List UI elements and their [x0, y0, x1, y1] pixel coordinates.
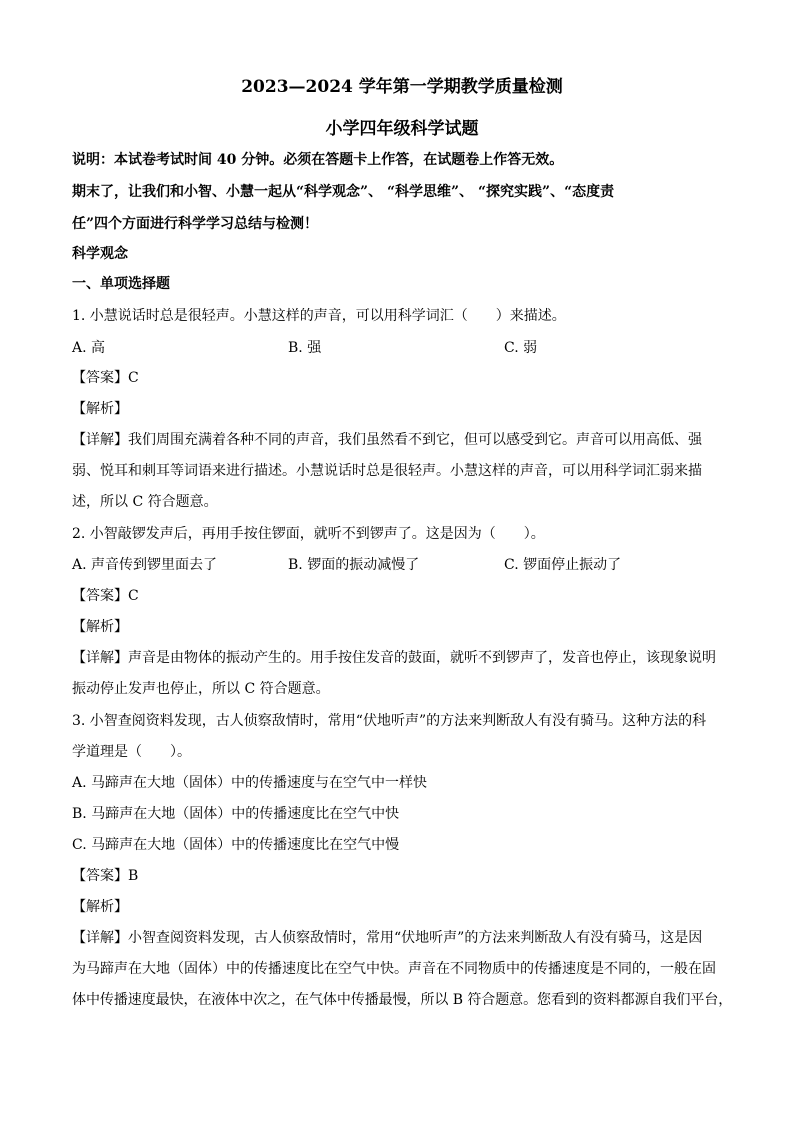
question-1-stem: 1. 小慧说话时总是很轻声。小慧这样的声音，可以用科学词汇（ ）来描述。 — [72, 308, 566, 324]
question-2-detail-line-1: 【详解】声音是由物体的振动产生的。用手按住发音的鼓面，就听不到锣声了，发音也停止，该现象说明 — [72, 650, 716, 666]
question-2-analysis: 【解析】 — [72, 619, 128, 635]
question-1-answer: 【答案】C — [72, 370, 139, 386]
question-3-option-a: A. 马蹄声在大地（固体）中的传播速度与在空气中一样快 — [72, 775, 428, 791]
question-2-answer: 【答案】C — [72, 588, 139, 604]
question-3-detail-line-1: 【详解】小智查阅资料发现，古人侦察敌情时，常用“伏地听声”的方法来判断敌人有没有骑马，这是因 — [72, 930, 703, 946]
intro-line-1: 期末了，让我们和小智、小慧一起从“科学观念”、 “科学思维”、 “探究实践”、“态度责 — [72, 184, 615, 200]
question-1-detail-line-2: 弱、悦耳和刺耳等词语来进行描述。小慧说话时总是很轻声。小慧这样的声音，可以用科学词汇弱来描 — [72, 463, 702, 479]
question-3-option-c: C. 马蹄声在大地（固体）中的传播速度比在空气中慢 — [72, 837, 400, 853]
question-1-option-a: A. 高 — [72, 340, 106, 356]
exam-note: 说明：本试卷考试时间 40 分钟。必须在答题卡上作答，在试题卷上作答无效。 — [72, 152, 564, 168]
question-3-detail-line-3: 体中传播速度最快，在液体中次之，在气体中传播最慢，所以 B 符合题意。您看到的资料都源自我们平台， — [72, 992, 733, 1008]
question-3-analysis: 【解析】 — [72, 899, 128, 915]
question-2-detail-line-2: 振动停止发声也停止，所以 C 符合题意。 — [72, 681, 330, 697]
question-3-detail-line-2: 为马蹄声在大地（固体）中的传播速度比在空气中快。声音在不同物质中的传播速度是不同的，一般在固 — [72, 961, 716, 977]
question-3-stem-line-1: 3. 小智查阅资料发现，古人侦察敌情时，常用“伏地听声”的方法来判断敌人有没有骑马。这种方法的科 — [72, 713, 707, 729]
exam-title: 2023—2024 学年第一学期教学质量检测 — [241, 77, 563, 97]
question-2-option-c: C. 锣面停止振动了 — [504, 557, 622, 573]
question-3-stem-line-2: 学道理是（ ）。 — [72, 744, 191, 760]
intro-line-2: 任”四个方面进行科学学习总结与检测！ — [72, 216, 319, 232]
question-2-option-a: A. 声音传到锣里面去了 — [72, 557, 218, 573]
question-2-option-b: B. 锣面的振动减慢了 — [288, 557, 420, 573]
exam-subtitle: 小学四年级科学试题 — [325, 119, 479, 139]
question-1-detail-line-3: 述，所以 C 符合题意。 — [72, 494, 218, 510]
question-3-option-b: B. 马蹄声在大地（固体）中的传播速度比在空气中快 — [72, 806, 400, 822]
part-heading: 一、单项选择题 — [72, 276, 170, 292]
question-2-stem: 2. 小智敲锣发声后，再用手按住锣面，就听不到锣声了。这是因为（ ）。 — [72, 526, 545, 542]
question-1-option-c: C. 弱 — [504, 340, 538, 356]
question-1-option-b: B. 强 — [288, 340, 322, 356]
question-1-detail-line-1: 【详解】我们周围充满着各种不同的声音，我们虽然看不到它，但可以感受到它。声音可以用高低、强 — [72, 432, 702, 448]
section-heading: 科学观念 — [72, 246, 128, 262]
question-3-answer: 【答案】B — [72, 868, 139, 884]
question-1-analysis: 【解析】 — [72, 401, 128, 417]
